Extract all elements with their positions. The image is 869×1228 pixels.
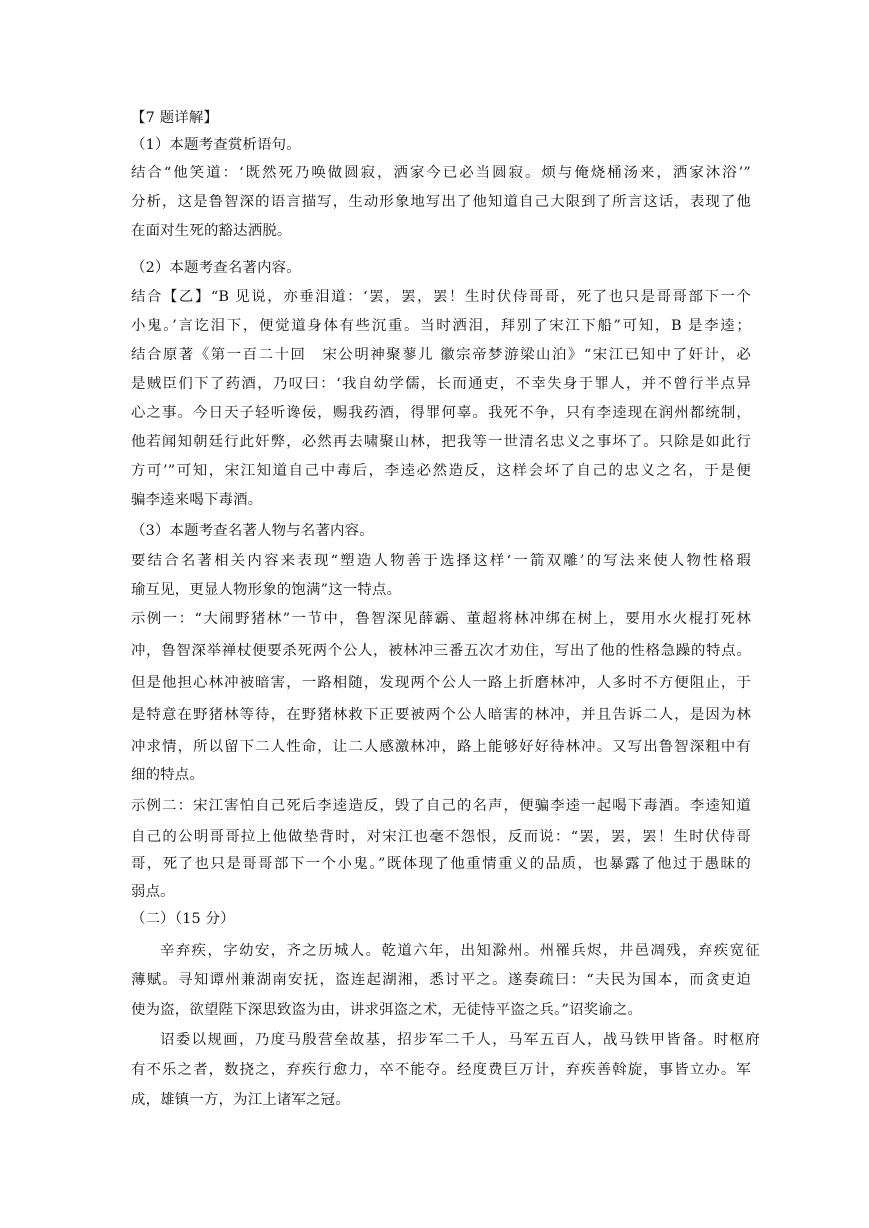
text-line: 弱点。: [131, 884, 175, 900]
subheading-1: （1）本题考查赏析语句。: [131, 137, 301, 153]
text-line: 结合【乙】“B 见说，亦垂泪道：‘罢，罢，罢！生时伏侍哥哥，死了也只是哥哥部下一个: [131, 289, 751, 305]
text-line: 自己的公明哥哥拉上他做垫背时，对宋江也毫不怨恨，反而说：“罢，罢，罢！生时伏侍哥: [131, 829, 751, 845]
text-line: 细的特点。: [131, 767, 204, 783]
classical-text-line: 诏委以规画，乃度马殷营垒故基，招步军二千人，马军五百人，战马铁甲皆备。时枢府: [160, 1032, 760, 1048]
text-line: 方可’”可知，宋江知道自己中毒后，李逵必然造反，这样会坏了自己的忠义之名，于是便: [131, 463, 751, 479]
text-line: 瑜互见，更显人物形象的饱满”这一特点。: [131, 582, 402, 598]
text-line: 小鬼。’言讫泪下，便觉道身体有些沉重。当时洒泪，拜别了宋江下船”可知，B 是李逵；: [131, 318, 751, 334]
text-line: 但是他担心林冲被暗害，一路相随，发现两个公人一路上折磨林冲，人多时不方便阻止，于: [131, 675, 751, 691]
text-line: 骗李逵来喝下毒酒。: [131, 492, 263, 508]
section-heading: 【7 题详解】: [131, 110, 219, 126]
text-line: 结合原著《第一百二十回 宋公明神聚蓼儿 徽宗帝梦游梁山泊》“宋江已知中了奸计，必: [131, 347, 751, 363]
text-line: 结合“他笑道：‘既然死乃唤做圆寂，洒家今已必当圆寂。烦与俺烧桶汤来，洒家沐浴’”: [131, 165, 751, 181]
text-line: 示例一：“大闹野猪林”一节中，鲁智深见薛霸、董超将林冲绑在树上，要用水火棍打死林: [131, 611, 751, 627]
classical-text-line: 辛弃疾，字幼安，齐之历城人。乾道六年，出知滁州。州罹兵烬，井邑凋残，弃疾宽征: [160, 943, 760, 959]
text-line: 分析，这是鲁智深的语言描写，生动形象地写出了他知道自己大限到了所言这话，表现了他: [131, 194, 751, 210]
text-line: 冲求情，所以留下二人性命，让二人感激林冲，路上能够好好待林冲。又写出鲁智深粗中有: [131, 739, 751, 755]
subheading-3: （3）本题考查名著人物与名著内容。: [131, 523, 374, 539]
text-line: 在面对生死的豁达洒脱。: [131, 223, 292, 239]
text-line: 是贼臣们下了药酒，乃叹曰：‘我自幼学儒，长而通吏，不幸失身于罪人，并不曾行半点异: [131, 376, 751, 392]
text-line: 他若闻知朝廷行此奸弊，必然再去啸聚山林，把我等一世清名忠义之事坏了。只除是如此行: [131, 434, 751, 450]
text-line: 哥，死了也只是哥哥部下一个小鬼。”既体现了他重情重义的品质，也暴露了他过于愚昧的: [131, 856, 751, 872]
classical-text-line: 薄赋。寻知谭州兼湖南安抚，盗连起湖湘，悉讨平之。遂奏疏曰：“夫民为国本，而贪吏迫: [131, 972, 751, 988]
classical-text-line: 使为盗，欲望陛下深思致盗为由，讲求弭盗之术，无徒恃平盗之兵。”诏奖谕之。: [131, 1002, 643, 1018]
classical-text-line: 成，雄镇一方，为江上诸军之冠。: [131, 1092, 350, 1108]
text-line: 要结合名著相关内容来表现“塑造人物善于选择这样‘一箭双雕’的写法来使人物性格瑕: [131, 553, 751, 569]
section-heading-2: （二）（15 分）: [131, 911, 235, 927]
subheading-2: （2）本题考查名著内容。: [131, 260, 301, 276]
text-line: 心之事。今日天子轻听谗佞，赐我药酒，得罪何辜。我死不争，只有李逵现在润州都统制，: [131, 405, 751, 421]
classical-text-line: 有不乐之者，数挠之，弃疾行愈力，卒不能夺。经度费巨万计，弃疾善斡旋，事皆立办。军: [131, 1062, 751, 1078]
text-line: 冲，鲁智深举禅杖便要杀死两个公人，被林冲三番五次才劝住，写出了他的性格急躁的特点。: [131, 643, 751, 659]
text-line: 示例二：宋江害怕自己死后李逵造反，毁了自己的名声，便骗李逵一起喝下毒酒。李逵知道: [131, 798, 751, 814]
text-line: 是特意在野猪林等待，在野猪林救下正要被两个公人暗害的林冲，并且告诉二人，是因为林: [131, 707, 751, 723]
